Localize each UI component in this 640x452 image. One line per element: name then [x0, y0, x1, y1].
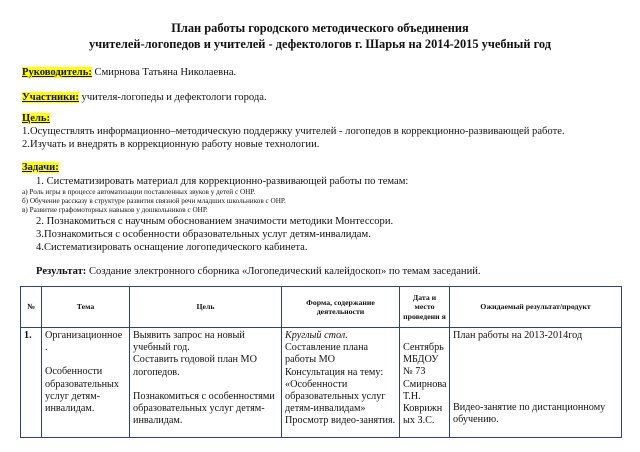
task-1-subitem-c: в) Развитие графомоторных навыков у дошкольников с ОНР. — [22, 206, 208, 214]
row-number: 1. — [21, 328, 42, 438]
goal-item-1: 1.Осуществлять информационно–методическую поддержку учителей - логопедов в коррекционно-развивающей работе. — [22, 126, 565, 137]
row-form-a: Круглый стол. — [285, 330, 348, 341]
leader-label: Руководитель: — [22, 67, 92, 78]
tasks-heading — [22, 161, 59, 174]
row-goal-b: Составить годовой план МО логопедов. — [133, 354, 257, 378]
row-goal-c: Познакомиться с особенностями образовательных услуг детям-инвалидам. — [133, 390, 275, 427]
document-title-line-2: учителей-логопедов и учителей - дефектологов г. Шарья на 2014-2015 учебный год — [88, 37, 552, 51]
header-expected-result: Ожидаемый результат/продукт — [450, 287, 622, 328]
goal-label: Цель: — [22, 113, 51, 124]
plan-table — [20, 286, 622, 438]
row-goal — [130, 328, 282, 438]
row-date-place-text: Сентябрь МБДОУ № 73 Смирнова Т.Н. Коврижн ых З.С. — [403, 342, 447, 427]
participants-label: Участники: — [22, 92, 79, 103]
header-form: Форма, содержание деятельности — [282, 287, 400, 328]
header-number: № — [21, 287, 42, 328]
participants-value: учителя-логопеды и дефектологи города. — [78, 92, 267, 103]
goal-heading — [22, 112, 50, 125]
tasks-label: Задачи: — [22, 162, 59, 173]
row-expected-result — [450, 328, 622, 438]
row-date-place — [400, 328, 450, 438]
row-result-a: План работы на 2013-2014год — [453, 330, 583, 341]
document-title-line-1: План работы городского методического объединения — [171, 21, 469, 35]
task-3: 3.Познакомиться с особенности образовательных услуг детям-инвалидам. — [36, 229, 371, 240]
task-4: 4.Систематизировать оснащение логопедического кабинета. — [36, 242, 308, 253]
leader-value: Смирнова Татьяна Николаевна. — [91, 67, 237, 78]
result-label: Результат: — [36, 266, 87, 277]
task-2: 2. Познакомиться с научным обоснованием значимости методики Монтессори. — [36, 216, 394, 227]
row-theme-a: Организационное . — [45, 330, 123, 354]
header-theme: Тема — [42, 287, 130, 328]
row-theme-b: Особенности образовательных услуг детям-инвалидам. — [45, 366, 119, 415]
row-result-b: Видео-занятие по дистанционному обучению. — [453, 402, 606, 426]
row-theme — [42, 328, 130, 438]
participants-line — [22, 91, 267, 104]
header-date-place: Дата и место проведени я — [400, 287, 450, 328]
goal-item-2: 2.Изучать и внедрять в коррекционную работу новые технологии. — [22, 139, 320, 150]
leader-line — [22, 66, 236, 79]
task-1-subitem-b: б) Обучение рассказу в структуре развития связной речи младших школьников с ОНР. — [22, 197, 286, 205]
row-form-b: Составление плана работы МО — [285, 342, 369, 366]
task-1: 1. Систематизировать материал для коррекционно-развивающей работы по темам: — [36, 176, 409, 187]
result-value: Создание электронного сборника «Логопедический калейдоскоп» по темам заседаний. — [86, 266, 481, 277]
row-goal-a: Выявить запрос на новый учебный год. — [133, 330, 245, 354]
result-line — [36, 265, 481, 278]
table-row — [21, 328, 622, 438]
task-1-subitem-a: а) Роль игры в процессе автоматизации поставленных звуков у детей с ОНР. — [22, 188, 256, 196]
row-form — [282, 328, 400, 438]
header-goal: Цель — [130, 287, 282, 328]
row-form-c: Консультация на тему: «Особенности образовательных услуг детям-инвалидам» Просмотр видео-занятия. — [285, 366, 396, 427]
table-header-row — [21, 287, 622, 328]
